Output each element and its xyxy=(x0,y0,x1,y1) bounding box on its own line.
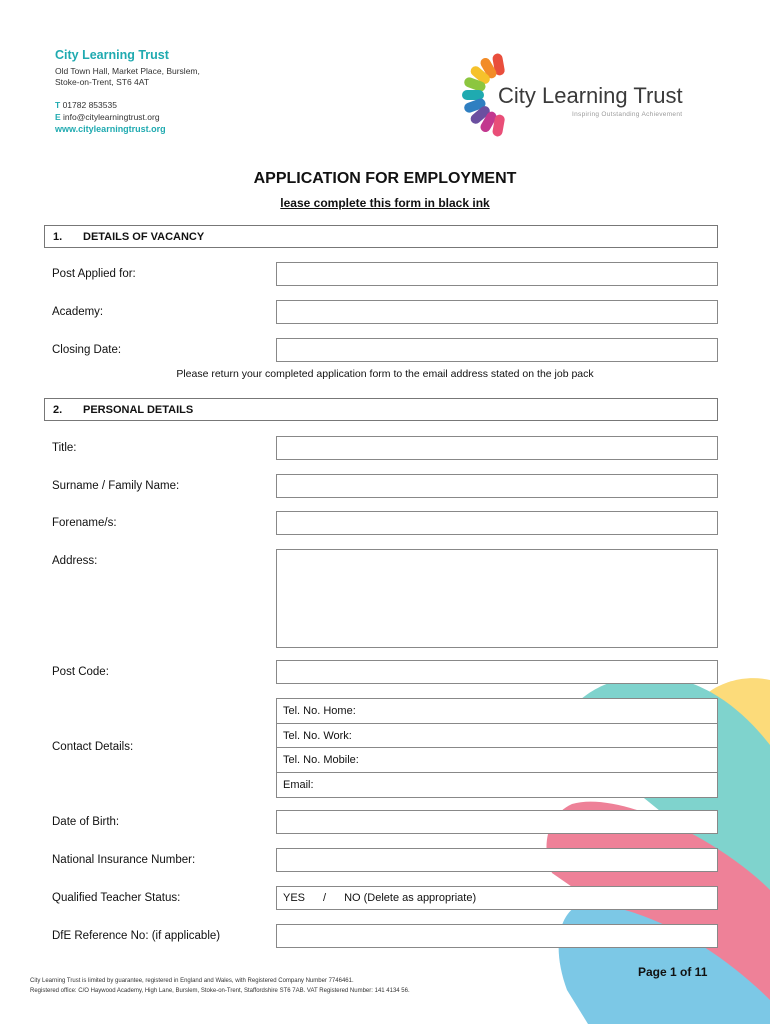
contact-details-table xyxy=(276,698,718,798)
page-number: Page 1 of 11 xyxy=(638,965,708,979)
section-title: DETAILS OF VACANCY xyxy=(83,231,205,243)
surname-field[interactable] xyxy=(276,474,718,498)
form-subtitle: lease complete this form in black ink xyxy=(280,196,490,210)
section-header-vacancy xyxy=(44,225,718,248)
website-link[interactable]: www.citylearningtrust.org xyxy=(55,124,166,134)
form-title: APPLICATION FOR EMPLOYMENT xyxy=(253,170,517,187)
section-number: 1. xyxy=(53,231,63,243)
qts-label: Qualified Teacher Status: xyxy=(52,892,181,904)
forenames-field[interactable] xyxy=(276,511,718,535)
post-applied-field[interactable] xyxy=(276,262,718,286)
logo-tagline: Inspiring Outstanding Achievement xyxy=(572,111,683,118)
forenames-label: Forename/s: xyxy=(52,517,117,529)
qts-field[interactable] xyxy=(276,886,718,910)
postcode-label: Post Code: xyxy=(52,666,109,678)
closing-date-field[interactable] xyxy=(276,338,718,362)
dfe-reference-label: DfE Reference No: (if applicable) xyxy=(52,930,221,942)
email-address: info@citylearningtrust.org xyxy=(63,112,160,122)
org-name: City Learning Trust xyxy=(55,48,169,62)
phone-number: 01782 853535 xyxy=(62,100,117,110)
section-title: PERSONAL DETAILS xyxy=(83,404,194,416)
address-line-2: Stoke-on-Trent, ST6 4AT xyxy=(55,77,150,87)
return-instructions: Please return your completed application form to the email address stated on the job pack xyxy=(176,368,594,380)
surname-label: Surname / Family Name: xyxy=(52,480,180,492)
dob-field[interactable] xyxy=(276,810,718,834)
email-prefix: E xyxy=(55,112,61,122)
tel-home-field[interactable]: Tel. No. Home: xyxy=(277,699,717,724)
address-field[interactable] xyxy=(276,549,718,648)
academy-label: Academy: xyxy=(52,306,104,318)
closing-date-label: Closing Date: xyxy=(52,344,122,356)
title-field[interactable] xyxy=(276,436,718,460)
post-applied-label: Post Applied for: xyxy=(52,268,136,280)
academy-field[interactable] xyxy=(276,300,718,324)
footer-company-info: City Learning Trust is limited by guarantee, registered in England and Wales, with Registered Company Number 7746461. xyxy=(30,978,354,984)
logo-text: City Learning Trust xyxy=(498,83,683,108)
postcode-field[interactable] xyxy=(276,660,718,684)
ni-number-field[interactable] xyxy=(276,848,718,872)
address-label: Address: xyxy=(52,555,98,567)
email-field[interactable]: Email: xyxy=(283,778,314,791)
ni-number-label: National Insurance Number: xyxy=(52,854,196,866)
title-label: Title: xyxy=(52,442,77,454)
qts-separator: / xyxy=(323,892,327,904)
section-number: 2. xyxy=(53,404,63,416)
phone-prefix: T xyxy=(55,100,61,110)
phone-line xyxy=(55,100,117,110)
email-line xyxy=(55,112,160,122)
footer-registered-office: Registered office: C/O Haywood Academy, High Lane, Burslem, Stoke-on-Trent, Staffordshire ST6 7AB. VAT Registered Number: 141 4134 56. xyxy=(30,988,410,994)
address-line-1: Old Town Hall, Market Place, Burslem, xyxy=(55,66,200,76)
contact-details-label: Contact Details: xyxy=(52,741,134,753)
qts-no: NO (Delete as appropriate) xyxy=(344,892,477,904)
tel-work-field[interactable]: Tel. No. Work: xyxy=(277,724,717,749)
dfe-reference-field[interactable] xyxy=(276,924,718,948)
section-header-personal xyxy=(44,398,718,421)
tel-mobile-field[interactable]: Tel. No. Mobile: xyxy=(277,748,717,773)
qts-yes: YES xyxy=(283,892,306,904)
dob-label: Date of Birth: xyxy=(52,816,120,828)
